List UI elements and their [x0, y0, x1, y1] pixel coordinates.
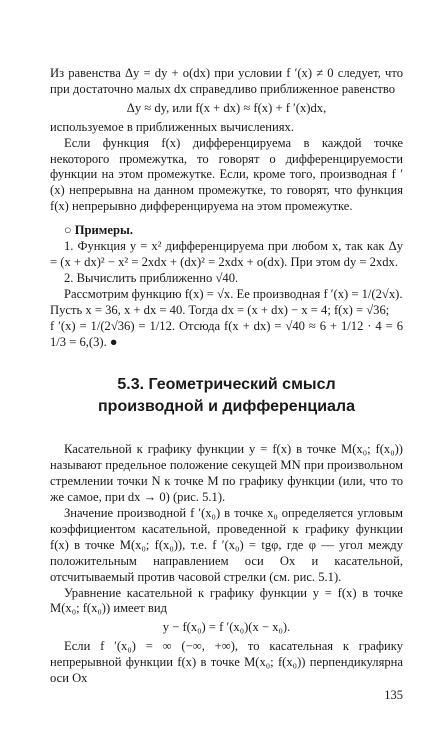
example-1: 1. Функция y = x² дифференцируема при любом x, так как Δy = (x + dx)² − x² = 2xdx + (dx)² = 2xdx + o(dx). При этом dy = 2xdx. — [50, 239, 403, 269]
paragraph-derivative-value: Значение производной f ′(x₀) в точке x₀ определяется угловым коэффициентом касательной, проведенной к графику функции f(x) в точке M(x₀; f(x₀)), т.е. f ′(x₀) = tgφ, где φ — угол между положительным направлением оси Ox и касательной, отсчитываемый против часовой стрелки (см. рис. 5.1). — [50, 506, 403, 584]
formula-approximation: Δy ≈ dy, или f(x + dx) ≈ f(x) + f ′(x)dx, — [126, 100, 327, 115]
example-2: 2. Вычислить приближенно √40. — [64, 270, 239, 285]
example-2-step-a: Рассмотрим функцию f(x) = √x. Ее производная f ′(x) = 1/(2√x). — [64, 286, 403, 301]
paragraph-tangent-definition: Касательной к графику функции y = f(x) в точке M(x₀; f(x₀)) называют предельное положение секущей MN при произвольном стремлении точки N к точке M по графику функции (или, что то же самое, при dx → 0) (рис. 5.1). — [50, 442, 403, 505]
section-heading-line-2: производной и дифференциала — [98, 398, 355, 416]
examples-title: ○ Примеры. — [64, 223, 133, 238]
paragraph-infinite-derivative: Если f ′(x₀) = ∞ (−∞, +∞), то касательная к графику непрерывной функции f(x) в точке M(x₀; f(x₀)) перпендикулярна оси Ox — [50, 639, 403, 686]
section-heading-line-1: 5.3. Геометрический смысл — [117, 376, 336, 394]
paragraph-approx-usage: используемое в приближенных вычислениях. — [50, 119, 294, 134]
section-heading — [50, 374, 403, 418]
example-2-step-c: f ′(x) = 1/(2√36) = 1/12. Отсюда f(x + dx) = √40 ≈ 6 + 1/12 · 4 = 6 1/3 = 6,(3). ● — [50, 318, 403, 349]
formula-tangent-line: y − f(x₀) = f ′(x₀)(x − x₀). — [162, 620, 291, 635]
paragraph-approx-intro: Из равенства Δy = dy + o(dx) при условии f ′(x) ≠ 0 следует, что при достаточно малых dx справедливо приближенное равенство — [50, 66, 403, 96]
example-2-step-b: Пусть x = 36, x + dx = 40. Тогда dx = (x + dx) − x = 4; f(x) = √36; — [50, 302, 390, 317]
paragraph-differentiability: Если функция f(x) дифференцируема в каждой точке некоторого промежутка, то говорят о дифференцируемости функции на этом промежутке. Если, кроме того, производная f ′(x) непрерывна на данном промежутке, то говорят, что функция f(x) непрерывно дифференцируема на этом промежутке. — [50, 135, 403, 214]
paragraph-tangent-equation: Уравнение касательной к графику функции y = f(x) в точке M(x₀; f(x₀)) имеет вид — [50, 585, 403, 616]
page-number: 135 — [384, 688, 403, 702]
